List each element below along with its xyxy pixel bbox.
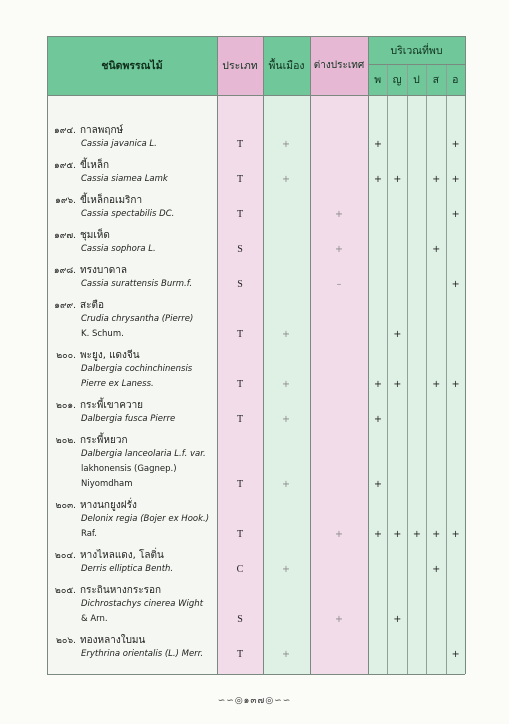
species-thai-text: สะตือ bbox=[80, 300, 104, 311]
species-number: ๑๙๙. bbox=[54, 301, 76, 311]
species-thai-name bbox=[48, 433, 128, 448]
species-scientific-name: Dalbergia lanceolaria L.f. var. bbox=[81, 449, 206, 459]
species-thai-name bbox=[48, 348, 140, 363]
type-cell: S bbox=[237, 244, 243, 255]
species-number: ๑๙๘. bbox=[53, 266, 76, 276]
foreign-cell: – bbox=[336, 279, 342, 290]
column-border bbox=[263, 36, 264, 674]
species-thai-text: หางนกยูงฝรั่ง bbox=[80, 500, 137, 511]
area-cell: + bbox=[451, 529, 460, 540]
native-cell: + bbox=[282, 174, 290, 185]
area-cell: + bbox=[451, 379, 460, 390]
species-scientific-name: K. Schum. bbox=[81, 329, 124, 339]
header-area-col: ญ bbox=[392, 74, 402, 86]
species-thai-text: กระพี้หยวก bbox=[80, 435, 128, 446]
species-thai-name bbox=[48, 548, 164, 563]
species-thai-text: กระพี้เขาควาย bbox=[80, 400, 144, 411]
header-species-name: ชนิดพรรณไม้ bbox=[101, 60, 163, 72]
header-area-col: พ bbox=[374, 74, 382, 86]
native-cell: + bbox=[282, 139, 290, 150]
species-thai-name bbox=[48, 263, 127, 278]
area-cell: + bbox=[451, 279, 460, 290]
species-number: ๒๐๓. bbox=[55, 501, 76, 511]
species-scientific-name: Cassia sophora L. bbox=[81, 244, 156, 254]
species-thai-text: ขี้เหล็กอเมริกา bbox=[80, 195, 143, 206]
header-area-found: บริเวณที่พบ bbox=[390, 44, 443, 57]
area-cell: + bbox=[432, 529, 441, 540]
foreign-cell: + bbox=[335, 244, 343, 255]
species-number: ๒๐๕. bbox=[54, 586, 76, 596]
species-thai-text: ชุมเห็ด bbox=[80, 230, 110, 241]
species-thai-text: ทรงบาดาล bbox=[80, 265, 128, 276]
native-cell: + bbox=[282, 479, 290, 490]
area-cell: + bbox=[432, 564, 441, 575]
area-cell: + bbox=[393, 329, 402, 340]
species-scientific-name: Dalbergia fusca Pierre bbox=[81, 414, 176, 424]
area-cell: + bbox=[393, 379, 402, 390]
species-scientific-name: Dichrostachys cinerea Wight bbox=[81, 599, 204, 609]
species-number: ๒๐๐. bbox=[56, 351, 76, 361]
area-cell: + bbox=[451, 649, 460, 660]
species-number: ๑๙๖. bbox=[55, 196, 76, 206]
ornament-right: ◎∽∽ bbox=[265, 696, 292, 706]
species-thai-text: กระถินหางกระรอก bbox=[80, 585, 162, 596]
header-area-col: อ bbox=[452, 74, 459, 86]
species-number: ๒๐๒. bbox=[55, 436, 76, 446]
area-cell: + bbox=[451, 174, 460, 185]
area-column-border bbox=[387, 64, 388, 674]
row-border bbox=[47, 95, 465, 96]
area-cell: + bbox=[451, 209, 460, 220]
species-thai-name bbox=[48, 298, 104, 313]
area-cell: + bbox=[393, 614, 402, 625]
species-scientific-name: & Arn. bbox=[81, 614, 108, 624]
species-thai-text: พะยูง, แดงจีน bbox=[80, 350, 140, 361]
area-cell: + bbox=[432, 174, 441, 185]
foreign-cell: + bbox=[335, 529, 343, 540]
species-number: ๒๐๖. bbox=[56, 636, 76, 646]
row-border bbox=[47, 36, 465, 37]
header-area-col: ส bbox=[432, 74, 440, 86]
species-scientific-name: Crudia chrysantha (Pierre) bbox=[81, 314, 194, 324]
area-cell: + bbox=[412, 529, 421, 540]
species-scientific-name: lakhonensis (Gagnep.) bbox=[81, 464, 177, 474]
type-cell: T bbox=[236, 174, 244, 185]
species-thai-name bbox=[48, 193, 142, 208]
type-cell: T bbox=[236, 479, 244, 490]
species-number: ๑๙๔. bbox=[54, 126, 76, 136]
type-cell: T bbox=[236, 209, 244, 220]
native-cell: + bbox=[282, 414, 290, 425]
page-number-text: ๑๓๗ bbox=[243, 696, 266, 706]
type-cell: T bbox=[236, 379, 244, 390]
species-scientific-name: Cassia siamea Lamk bbox=[81, 174, 168, 184]
species-thai-name bbox=[48, 158, 109, 173]
species-scientific-name: Cassia surattensis Burm.f. bbox=[81, 279, 193, 289]
page-number bbox=[0, 693, 509, 707]
species-number: ๑๙๕. bbox=[54, 161, 76, 171]
area-cell: + bbox=[374, 139, 382, 150]
column-border bbox=[310, 36, 311, 674]
species-scientific-name: Erythrina orientalis (L.) Merr. bbox=[81, 649, 204, 659]
header-area-col: ป bbox=[413, 74, 420, 86]
species-scientific-name: Derris elliptica Benth. bbox=[81, 564, 174, 574]
species-thai-text: หางไหลแดง, โลติ่น bbox=[80, 550, 164, 561]
species-thai-name bbox=[48, 123, 123, 138]
header-native: พื้นเมือง bbox=[268, 60, 305, 72]
foreign-cell: + bbox=[335, 614, 343, 625]
foreign-column-bg bbox=[310, 36, 368, 674]
species-number: ๒๐๑. bbox=[56, 401, 76, 411]
native-cell: + bbox=[282, 379, 290, 390]
area-cell: + bbox=[432, 244, 441, 255]
header-foreign: ต่างประเทศ bbox=[310, 36, 368, 95]
area-cell: + bbox=[374, 529, 382, 540]
species-thai-name bbox=[48, 583, 161, 598]
type-cell: T bbox=[236, 529, 244, 540]
type-cell: C bbox=[236, 564, 244, 575]
species-scientific-name: Dalbergia cochinchinensis bbox=[81, 364, 193, 374]
species-scientific-name: Raf. bbox=[81, 529, 98, 539]
type-cell: T bbox=[236, 139, 244, 150]
area-cell: + bbox=[374, 414, 382, 425]
native-cell: + bbox=[282, 564, 290, 575]
species-scientific-name: Delonix regia (Bojer ex Hook.) bbox=[81, 514, 210, 524]
type-column-bg bbox=[217, 36, 263, 674]
species-thai-name bbox=[48, 228, 110, 243]
area-column-border bbox=[426, 64, 427, 674]
type-cell: S bbox=[237, 279, 243, 290]
foreign-cell: + bbox=[335, 209, 343, 220]
area-cell: + bbox=[374, 379, 382, 390]
native-cell: + bbox=[282, 649, 290, 660]
type-cell: S bbox=[237, 614, 243, 625]
area-cell: + bbox=[451, 139, 460, 150]
area-cell: + bbox=[393, 174, 402, 185]
native-cell: + bbox=[282, 329, 290, 340]
area-column-border bbox=[446, 64, 447, 674]
ornament-left: ∽∽◎ bbox=[217, 696, 244, 706]
species-scientific-name: Cassia javanica L. bbox=[81, 139, 157, 149]
type-cell: T bbox=[236, 329, 244, 340]
area-cell: + bbox=[374, 479, 382, 490]
species-number: ๒๐๔. bbox=[54, 551, 76, 561]
species-scientific-name: Niyomdham bbox=[81, 479, 133, 489]
row-border bbox=[47, 674, 465, 675]
species-thai-name bbox=[48, 633, 145, 648]
species-scientific-name: Cassia spectabilis DC. bbox=[81, 209, 175, 219]
species-thai-text: ทองหลางใบมน bbox=[80, 635, 146, 646]
area-cell: + bbox=[374, 174, 382, 185]
column-border bbox=[368, 36, 369, 674]
area-cell: + bbox=[393, 529, 402, 540]
species-scientific-name: Pierre ex Laness. bbox=[81, 379, 154, 389]
type-cell: T bbox=[236, 414, 244, 425]
species-number: ๑๙๗. bbox=[54, 231, 76, 241]
header-type: ประเภท bbox=[217, 36, 263, 95]
species-thai-text: กาลพฤกษ์ bbox=[80, 125, 124, 136]
column-border bbox=[217, 36, 218, 674]
column-border bbox=[465, 36, 466, 674]
species-thai-name bbox=[48, 398, 143, 413]
area-column-border bbox=[407, 64, 408, 674]
species-thai-text: ขี้เหล็ก bbox=[80, 160, 110, 171]
row-border bbox=[368, 64, 465, 65]
area-column-bg bbox=[368, 36, 465, 674]
area-cell: + bbox=[432, 379, 441, 390]
species-thai-name bbox=[48, 498, 137, 513]
type-cell: T bbox=[236, 649, 244, 660]
native-column-bg bbox=[263, 36, 310, 674]
